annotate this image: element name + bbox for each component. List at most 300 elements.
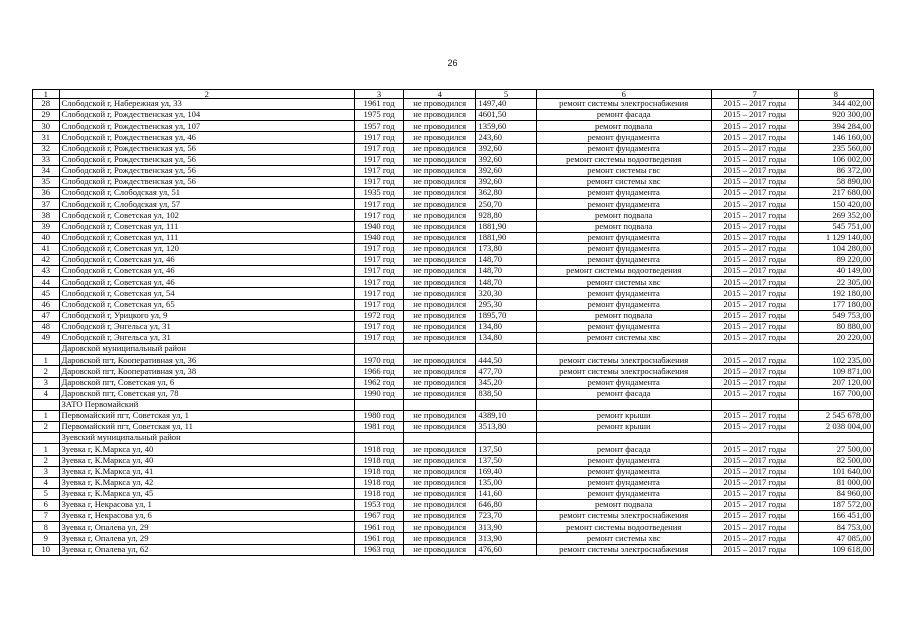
table-row bbox=[33, 266, 874, 277]
building-area: 148,70 bbox=[476, 266, 536, 277]
repair-work-type: ремонт фундамента bbox=[536, 321, 711, 332]
table-row bbox=[33, 522, 874, 533]
repair-work-type: ремонт фундамента bbox=[536, 232, 711, 243]
building-address: Зуевка г, Некрасова ул, 6 bbox=[59, 511, 355, 522]
repair-work-type: ремонт фасада bbox=[536, 388, 711, 399]
repair-status: не проводился bbox=[404, 511, 476, 522]
empty-cell bbox=[404, 344, 476, 355]
table-row bbox=[33, 332, 874, 343]
row-number: 35 bbox=[33, 176, 60, 187]
row-number: 46 bbox=[33, 299, 60, 310]
repair-cost: 1 129 140,00 bbox=[798, 232, 873, 243]
repair-work-type: ремонт фундамента bbox=[536, 188, 711, 199]
building-area: 320,30 bbox=[476, 288, 536, 299]
repair-cost: 40 149,00 bbox=[798, 266, 873, 277]
table-row bbox=[33, 488, 874, 499]
building-area: 345,20 bbox=[476, 377, 536, 388]
repair-cost: 81 000,00 bbox=[798, 477, 873, 488]
empty-cell bbox=[355, 399, 404, 410]
repair-period: 2015 – 2017 годы bbox=[711, 377, 798, 388]
repair-cost: 22 305,00 bbox=[798, 277, 873, 288]
repair-cost: 47 085,00 bbox=[798, 533, 873, 544]
building-address: Слободской г, Рождественская ул, 56 bbox=[59, 154, 355, 165]
table-row bbox=[33, 221, 874, 232]
repair-status: не проводился bbox=[404, 254, 476, 265]
construction-year: 1957 год bbox=[355, 121, 404, 132]
repair-period: 2015 – 2017 годы bbox=[711, 165, 798, 176]
construction-year: 1963 год bbox=[355, 544, 404, 555]
row-number: 40 bbox=[33, 232, 60, 243]
repair-period: 2015 – 2017 годы bbox=[711, 299, 798, 310]
repair-period: 2015 – 2017 годы bbox=[711, 355, 798, 366]
building-address: Слободской г, Рождественская ул, 46 bbox=[59, 132, 355, 143]
repair-period: 2015 – 2017 годы bbox=[711, 132, 798, 143]
repair-cost: 167 700,00 bbox=[798, 388, 873, 399]
repair-cost: 177 180,00 bbox=[798, 299, 873, 310]
building-area: 476,60 bbox=[476, 544, 536, 555]
column-number: 5 bbox=[476, 90, 536, 99]
table-row bbox=[33, 422, 874, 433]
row-number: 39 bbox=[33, 221, 60, 232]
repair-status: не проводился bbox=[404, 232, 476, 243]
repair-status: не проводился bbox=[404, 332, 476, 343]
construction-year: 1961 год bbox=[355, 522, 404, 533]
repair-period: 2015 – 2017 годы bbox=[711, 221, 798, 232]
construction-year: 1970 год bbox=[355, 355, 404, 366]
building-area: 1359,60 bbox=[476, 121, 536, 132]
table-row bbox=[33, 165, 874, 176]
row-number: 8 bbox=[33, 522, 60, 533]
repair-status: не проводился bbox=[404, 243, 476, 254]
repair-cost: 109 618,00 bbox=[798, 544, 873, 555]
repair-status: не проводился bbox=[404, 422, 476, 433]
repair-status: не проводился bbox=[404, 277, 476, 288]
building-address: Слободской г, Слободская ул, 51 bbox=[59, 188, 355, 199]
building-area: 392,60 bbox=[476, 165, 536, 176]
construction-year: 1917 год bbox=[355, 299, 404, 310]
building-address: Зуевка г, К.Маркса ул, 45 bbox=[59, 488, 355, 499]
building-address: Слободской г, Советская ул, 102 bbox=[59, 210, 355, 221]
repair-period: 2015 – 2017 годы bbox=[711, 444, 798, 455]
repair-status: не проводился bbox=[404, 410, 476, 421]
row-number: 38 bbox=[33, 210, 60, 221]
building-address: Слободской г, Рождественская ул, 107 bbox=[59, 121, 355, 132]
repair-work-type: ремонт фундамента bbox=[536, 254, 711, 265]
section-number-cell bbox=[33, 433, 60, 444]
construction-year: 1981 год bbox=[355, 422, 404, 433]
row-number: 47 bbox=[33, 310, 60, 321]
repair-period: 2015 – 2017 годы bbox=[711, 110, 798, 121]
repair-work-type: ремонт подвала bbox=[536, 121, 711, 132]
column-number: 8 bbox=[798, 90, 873, 99]
empty-cell bbox=[355, 433, 404, 444]
repair-status: не проводился bbox=[404, 143, 476, 154]
table-row bbox=[33, 199, 874, 210]
repair-work-type: ремонт подвала bbox=[536, 500, 711, 511]
building-area: 148,70 bbox=[476, 277, 536, 288]
repair-work-type: ремонт системы электроснабжения bbox=[536, 544, 711, 555]
building-area: 838,50 bbox=[476, 388, 536, 399]
repair-cost: 146 160,00 bbox=[798, 132, 873, 143]
table-row bbox=[33, 500, 874, 511]
column-number: 7 bbox=[711, 90, 798, 99]
building-area: 1497,40 bbox=[476, 99, 536, 110]
row-number: 42 bbox=[33, 254, 60, 265]
repair-cost: 89 220,00 bbox=[798, 254, 873, 265]
table-row bbox=[33, 366, 874, 377]
table-row bbox=[33, 143, 874, 154]
row-number: 28 bbox=[33, 99, 60, 110]
row-number: 6 bbox=[33, 500, 60, 511]
repair-status: не проводился bbox=[404, 366, 476, 377]
building-area: 1881,90 bbox=[476, 232, 536, 243]
repair-period: 2015 – 2017 годы bbox=[711, 488, 798, 499]
repair-cost: 235 560,00 bbox=[798, 143, 873, 154]
building-area: 362,80 bbox=[476, 188, 536, 199]
repair-status: не проводился bbox=[404, 288, 476, 299]
building-address: Слободской г, Советская ул, 46 bbox=[59, 277, 355, 288]
construction-year: 1980 год bbox=[355, 410, 404, 421]
row-number: 5 bbox=[33, 488, 60, 499]
repair-period: 2015 – 2017 годы bbox=[711, 544, 798, 555]
table-row bbox=[33, 477, 874, 488]
table-row bbox=[33, 176, 874, 187]
repair-status: не проводился bbox=[404, 266, 476, 277]
repair-cost: 192 180,00 bbox=[798, 288, 873, 299]
repair-cost: 106 002,00 bbox=[798, 154, 873, 165]
repair-work-type: ремонт системы хвс bbox=[536, 533, 711, 544]
repair-period: 2015 – 2017 годы bbox=[711, 310, 798, 321]
building-address: Зуевка г, Опалева ул, 29 bbox=[59, 522, 355, 533]
empty-cell bbox=[476, 433, 536, 444]
building-address: Слободской г, Советская ул, 120 bbox=[59, 243, 355, 254]
repair-work-type: ремонт подвала bbox=[536, 310, 711, 321]
construction-year: 1917 год bbox=[355, 154, 404, 165]
section-title: Даровской муниципальный район bbox=[59, 344, 355, 355]
section-number-cell bbox=[33, 399, 60, 410]
repair-status: не проводился bbox=[404, 154, 476, 165]
repair-cost: 920 300,00 bbox=[798, 110, 873, 121]
empty-cell bbox=[711, 344, 798, 355]
row-number: 1 bbox=[33, 410, 60, 421]
construction-year: 1917 год bbox=[355, 132, 404, 143]
construction-year: 1918 год bbox=[355, 444, 404, 455]
building-area: 444,50 bbox=[476, 355, 536, 366]
construction-year: 1917 год bbox=[355, 210, 404, 221]
construction-year: 1961 год bbox=[355, 533, 404, 544]
row-number: 30 bbox=[33, 121, 60, 132]
building-area: 392,60 bbox=[476, 154, 536, 165]
repair-status: не проводился bbox=[404, 132, 476, 143]
building-address: Первомайский пгт, Советская ул, 1 bbox=[59, 410, 355, 421]
section-title: ЗАТО Первомайский bbox=[59, 399, 355, 410]
building-address: Зуевка г, Опалева ул, 29 bbox=[59, 533, 355, 544]
repair-work-type: ремонт системы хвс bbox=[536, 277, 711, 288]
repair-work-type: ремонт фундамента bbox=[536, 477, 711, 488]
empty-cell bbox=[404, 399, 476, 410]
repair-cost: 86 372,00 bbox=[798, 165, 873, 176]
repair-period: 2015 – 2017 годы bbox=[711, 232, 798, 243]
page-number: 26 bbox=[447, 58, 458, 68]
repair-cost: 2 038 004,00 bbox=[798, 422, 873, 433]
table-row bbox=[33, 388, 874, 399]
construction-year: 1918 год bbox=[355, 477, 404, 488]
repair-cost: 150 420,00 bbox=[798, 199, 873, 210]
construction-year: 1918 год bbox=[355, 455, 404, 466]
repair-period: 2015 – 2017 годы bbox=[711, 410, 798, 421]
building-address: Даровской пгт, Советская ул, 78 bbox=[59, 388, 355, 399]
repair-work-type: ремонт системы электроснабжения bbox=[536, 355, 711, 366]
row-number: 4 bbox=[33, 388, 60, 399]
repair-status: не проводился bbox=[404, 377, 476, 388]
table-row bbox=[33, 99, 874, 110]
row-number: 2 bbox=[33, 366, 60, 377]
repair-cost: 545 751,00 bbox=[798, 221, 873, 232]
empty-cell bbox=[798, 344, 873, 355]
repair-work-type: ремонт системы хвс bbox=[536, 332, 711, 343]
construction-year: 1917 год bbox=[355, 165, 404, 176]
column-number: 1 bbox=[33, 90, 60, 99]
table-row bbox=[33, 232, 874, 243]
building-address: Слободской г, Рождественская ул, 104 bbox=[59, 110, 355, 121]
repair-status: не проводился bbox=[404, 110, 476, 121]
row-number: 7 bbox=[33, 511, 60, 522]
building-area: 134,80 bbox=[476, 321, 536, 332]
repair-cost: 84 753,00 bbox=[798, 522, 873, 533]
building-address: Слободской г, Советская ул, 46 bbox=[59, 254, 355, 265]
section-row bbox=[33, 433, 874, 444]
row-number: 2 bbox=[33, 422, 60, 433]
repair-period: 2015 – 2017 годы bbox=[711, 332, 798, 343]
repair-status: не проводился bbox=[404, 488, 476, 499]
construction-year: 1917 год bbox=[355, 277, 404, 288]
table-row bbox=[33, 355, 874, 366]
repair-schedule-table bbox=[32, 89, 874, 556]
table-row bbox=[33, 110, 874, 121]
section-title: Зуевский муниципальный район bbox=[59, 433, 355, 444]
row-number: 1 bbox=[33, 444, 60, 455]
building-address: Даровской пгт, Советская ул, 6 bbox=[59, 377, 355, 388]
building-area: 141,60 bbox=[476, 488, 536, 499]
repair-period: 2015 – 2017 годы bbox=[711, 176, 798, 187]
repair-cost: 109 871,00 bbox=[798, 366, 873, 377]
table-row bbox=[33, 243, 874, 254]
table-row bbox=[33, 310, 874, 321]
construction-year: 1967 год bbox=[355, 511, 404, 522]
repair-period: 2015 – 2017 годы bbox=[711, 199, 798, 210]
repair-status: не проводился bbox=[404, 176, 476, 187]
repair-cost: 207 120,00 bbox=[798, 377, 873, 388]
repair-work-type: ремонт фундамента bbox=[536, 143, 711, 154]
construction-year: 1975 год bbox=[355, 110, 404, 121]
repair-work-type: ремонт системы водоотведения bbox=[536, 266, 711, 277]
repair-work-type: ремонт фундамента bbox=[536, 199, 711, 210]
table-row bbox=[33, 254, 874, 265]
construction-year: 1917 год bbox=[355, 288, 404, 299]
repair-period: 2015 – 2017 годы bbox=[711, 422, 798, 433]
empty-cell bbox=[711, 433, 798, 444]
building-area: 392,60 bbox=[476, 176, 536, 187]
construction-year: 1917 год bbox=[355, 266, 404, 277]
repair-period: 2015 – 2017 годы bbox=[711, 500, 798, 511]
repair-status: не проводился bbox=[404, 355, 476, 366]
building-address: Слободской г, Рождественская ул, 56 bbox=[59, 176, 355, 187]
construction-year: 1918 год bbox=[355, 488, 404, 499]
construction-year: 1935 год bbox=[355, 188, 404, 199]
column-number: 3 bbox=[355, 90, 404, 99]
column-number: 4 bbox=[404, 90, 476, 99]
building-area: 137,50 bbox=[476, 444, 536, 455]
repair-work-type: ремонт фундамента bbox=[536, 488, 711, 499]
repair-status: не проводился bbox=[404, 544, 476, 555]
row-number: 29 bbox=[33, 110, 60, 121]
repair-period: 2015 – 2017 годы bbox=[711, 243, 798, 254]
empty-cell bbox=[536, 344, 711, 355]
table-row bbox=[33, 466, 874, 477]
row-number: 45 bbox=[33, 288, 60, 299]
repair-status: не проводился bbox=[404, 165, 476, 176]
table-row bbox=[33, 121, 874, 132]
row-number: 10 bbox=[33, 544, 60, 555]
empty-cell bbox=[798, 433, 873, 444]
building-area: 137,50 bbox=[476, 455, 536, 466]
building-address: Зуевка г, К.Маркса ул, 41 bbox=[59, 466, 355, 477]
repair-period: 2015 – 2017 годы bbox=[711, 455, 798, 466]
repair-period: 2015 – 2017 годы bbox=[711, 99, 798, 110]
repair-period: 2015 – 2017 годы bbox=[711, 477, 798, 488]
repair-period: 2015 – 2017 годы bbox=[711, 188, 798, 199]
repair-work-type: ремонт фундамента bbox=[536, 377, 711, 388]
section-row bbox=[33, 399, 874, 410]
repair-status: не проводился bbox=[404, 210, 476, 221]
repair-period: 2015 – 2017 годы bbox=[711, 154, 798, 165]
construction-year: 1917 год bbox=[355, 243, 404, 254]
table-row bbox=[33, 377, 874, 388]
repair-status: не проводился bbox=[404, 477, 476, 488]
repair-status: не проводился bbox=[404, 321, 476, 332]
table-row bbox=[33, 288, 874, 299]
building-area: 1895,70 bbox=[476, 310, 536, 321]
construction-year: 1972 год bbox=[355, 310, 404, 321]
repair-status: не проводился bbox=[404, 299, 476, 310]
row-number: 3 bbox=[33, 377, 60, 388]
repair-period: 2015 – 2017 годы bbox=[711, 288, 798, 299]
building-area: 4601,50 bbox=[476, 110, 536, 121]
building-address: Зуевка г, Некрасова ул, 1 bbox=[59, 500, 355, 511]
section-number-cell bbox=[33, 344, 60, 355]
repair-work-type: ремонт системы электроснабжения bbox=[536, 366, 711, 377]
repair-work-type: ремонт фасада bbox=[536, 444, 711, 455]
repair-status: не проводился bbox=[404, 455, 476, 466]
building-area: 169,40 bbox=[476, 466, 536, 477]
table-row bbox=[33, 511, 874, 522]
empty-cell bbox=[711, 399, 798, 410]
table-row bbox=[33, 444, 874, 455]
column-number: 2 bbox=[59, 90, 355, 99]
repair-work-type: ремонт фасада bbox=[536, 110, 711, 121]
row-number: 2 bbox=[33, 455, 60, 466]
repair-status: не проводился bbox=[404, 221, 476, 232]
table-row bbox=[33, 321, 874, 332]
row-number: 37 bbox=[33, 199, 60, 210]
repair-work-type: ремонт системы электроснабжения bbox=[536, 99, 711, 110]
section-row bbox=[33, 344, 874, 355]
table-row bbox=[33, 277, 874, 288]
building-address: Зуевка г, Опалева ул, 62 bbox=[59, 544, 355, 555]
building-area: 250,70 bbox=[476, 199, 536, 210]
column-number: 6 bbox=[536, 90, 711, 99]
building-address: Слободской г, Набережная ул, 33 bbox=[59, 99, 355, 110]
repair-cost: 82 500,00 bbox=[798, 455, 873, 466]
repair-period: 2015 – 2017 годы bbox=[711, 266, 798, 277]
row-number: 3 bbox=[33, 466, 60, 477]
row-number: 34 bbox=[33, 165, 60, 176]
repair-work-type: ремонт фундамента bbox=[536, 288, 711, 299]
repair-work-type: ремонт системы хвс bbox=[536, 176, 711, 187]
repair-cost: 101 640,00 bbox=[798, 466, 873, 477]
building-area: 135,00 bbox=[476, 477, 536, 488]
repair-status: не проводился bbox=[404, 533, 476, 544]
table-row bbox=[33, 210, 874, 221]
building-address: Слободской г, Советская ул, 111 bbox=[59, 221, 355, 232]
building-address: Слободской г, Энгельса ул, 31 bbox=[59, 321, 355, 332]
row-number: 31 bbox=[33, 132, 60, 143]
repair-cost: 217 680,00 bbox=[798, 188, 873, 199]
construction-year: 1917 год bbox=[355, 176, 404, 187]
construction-year: 1917 год bbox=[355, 332, 404, 343]
repair-cost: 20 220,00 bbox=[798, 332, 873, 343]
building-area: 928,80 bbox=[476, 210, 536, 221]
column-number-row bbox=[33, 90, 874, 99]
repair-status: не проводился bbox=[404, 188, 476, 199]
repair-status: не проводился bbox=[404, 199, 476, 210]
repair-status: не проводился bbox=[404, 522, 476, 533]
repair-period: 2015 – 2017 годы bbox=[711, 321, 798, 332]
building-area: 173,80 bbox=[476, 243, 536, 254]
repair-cost: 166 451,00 bbox=[798, 511, 873, 522]
repair-period: 2015 – 2017 годы bbox=[711, 533, 798, 544]
repair-period: 2015 – 2017 годы bbox=[711, 466, 798, 477]
building-address: Слободской г, Советская ул, 65 bbox=[59, 299, 355, 310]
table-row bbox=[33, 154, 874, 165]
empty-cell bbox=[536, 433, 711, 444]
building-address: Зуевка г, К.Маркса ул, 42 bbox=[59, 477, 355, 488]
repair-work-type: ремонт фундамента bbox=[536, 132, 711, 143]
repair-status: не проводился bbox=[404, 500, 476, 511]
repair-period: 2015 – 2017 годы bbox=[711, 143, 798, 154]
row-number: 36 bbox=[33, 188, 60, 199]
construction-year: 1918 год bbox=[355, 466, 404, 477]
repair-status: не проводился bbox=[404, 121, 476, 132]
building-area: 243,60 bbox=[476, 132, 536, 143]
table-row bbox=[33, 533, 874, 544]
construction-year: 1917 год bbox=[355, 254, 404, 265]
building-address: Зуевка г, К.Маркса ул, 40 bbox=[59, 444, 355, 455]
repair-status: не проводился bbox=[404, 388, 476, 399]
building-address: Слободской г, Урицкого ул, 9 bbox=[59, 310, 355, 321]
row-number: 32 bbox=[33, 143, 60, 154]
repair-cost: 80 880,00 bbox=[798, 321, 873, 332]
building-address: Первомайский пгт, Советская ул, 11 bbox=[59, 422, 355, 433]
building-address: Даровской пгт, Кооперативная ул, 36 bbox=[59, 355, 355, 366]
repair-status: не проводился bbox=[404, 466, 476, 477]
repair-period: 2015 – 2017 годы bbox=[711, 277, 798, 288]
row-number: 4 bbox=[33, 477, 60, 488]
building-area: 295,30 bbox=[476, 299, 536, 310]
building-address: Слободской г, Рождественская ул, 56 bbox=[59, 165, 355, 176]
building-area: 392,60 bbox=[476, 143, 536, 154]
row-number: 9 bbox=[33, 533, 60, 544]
